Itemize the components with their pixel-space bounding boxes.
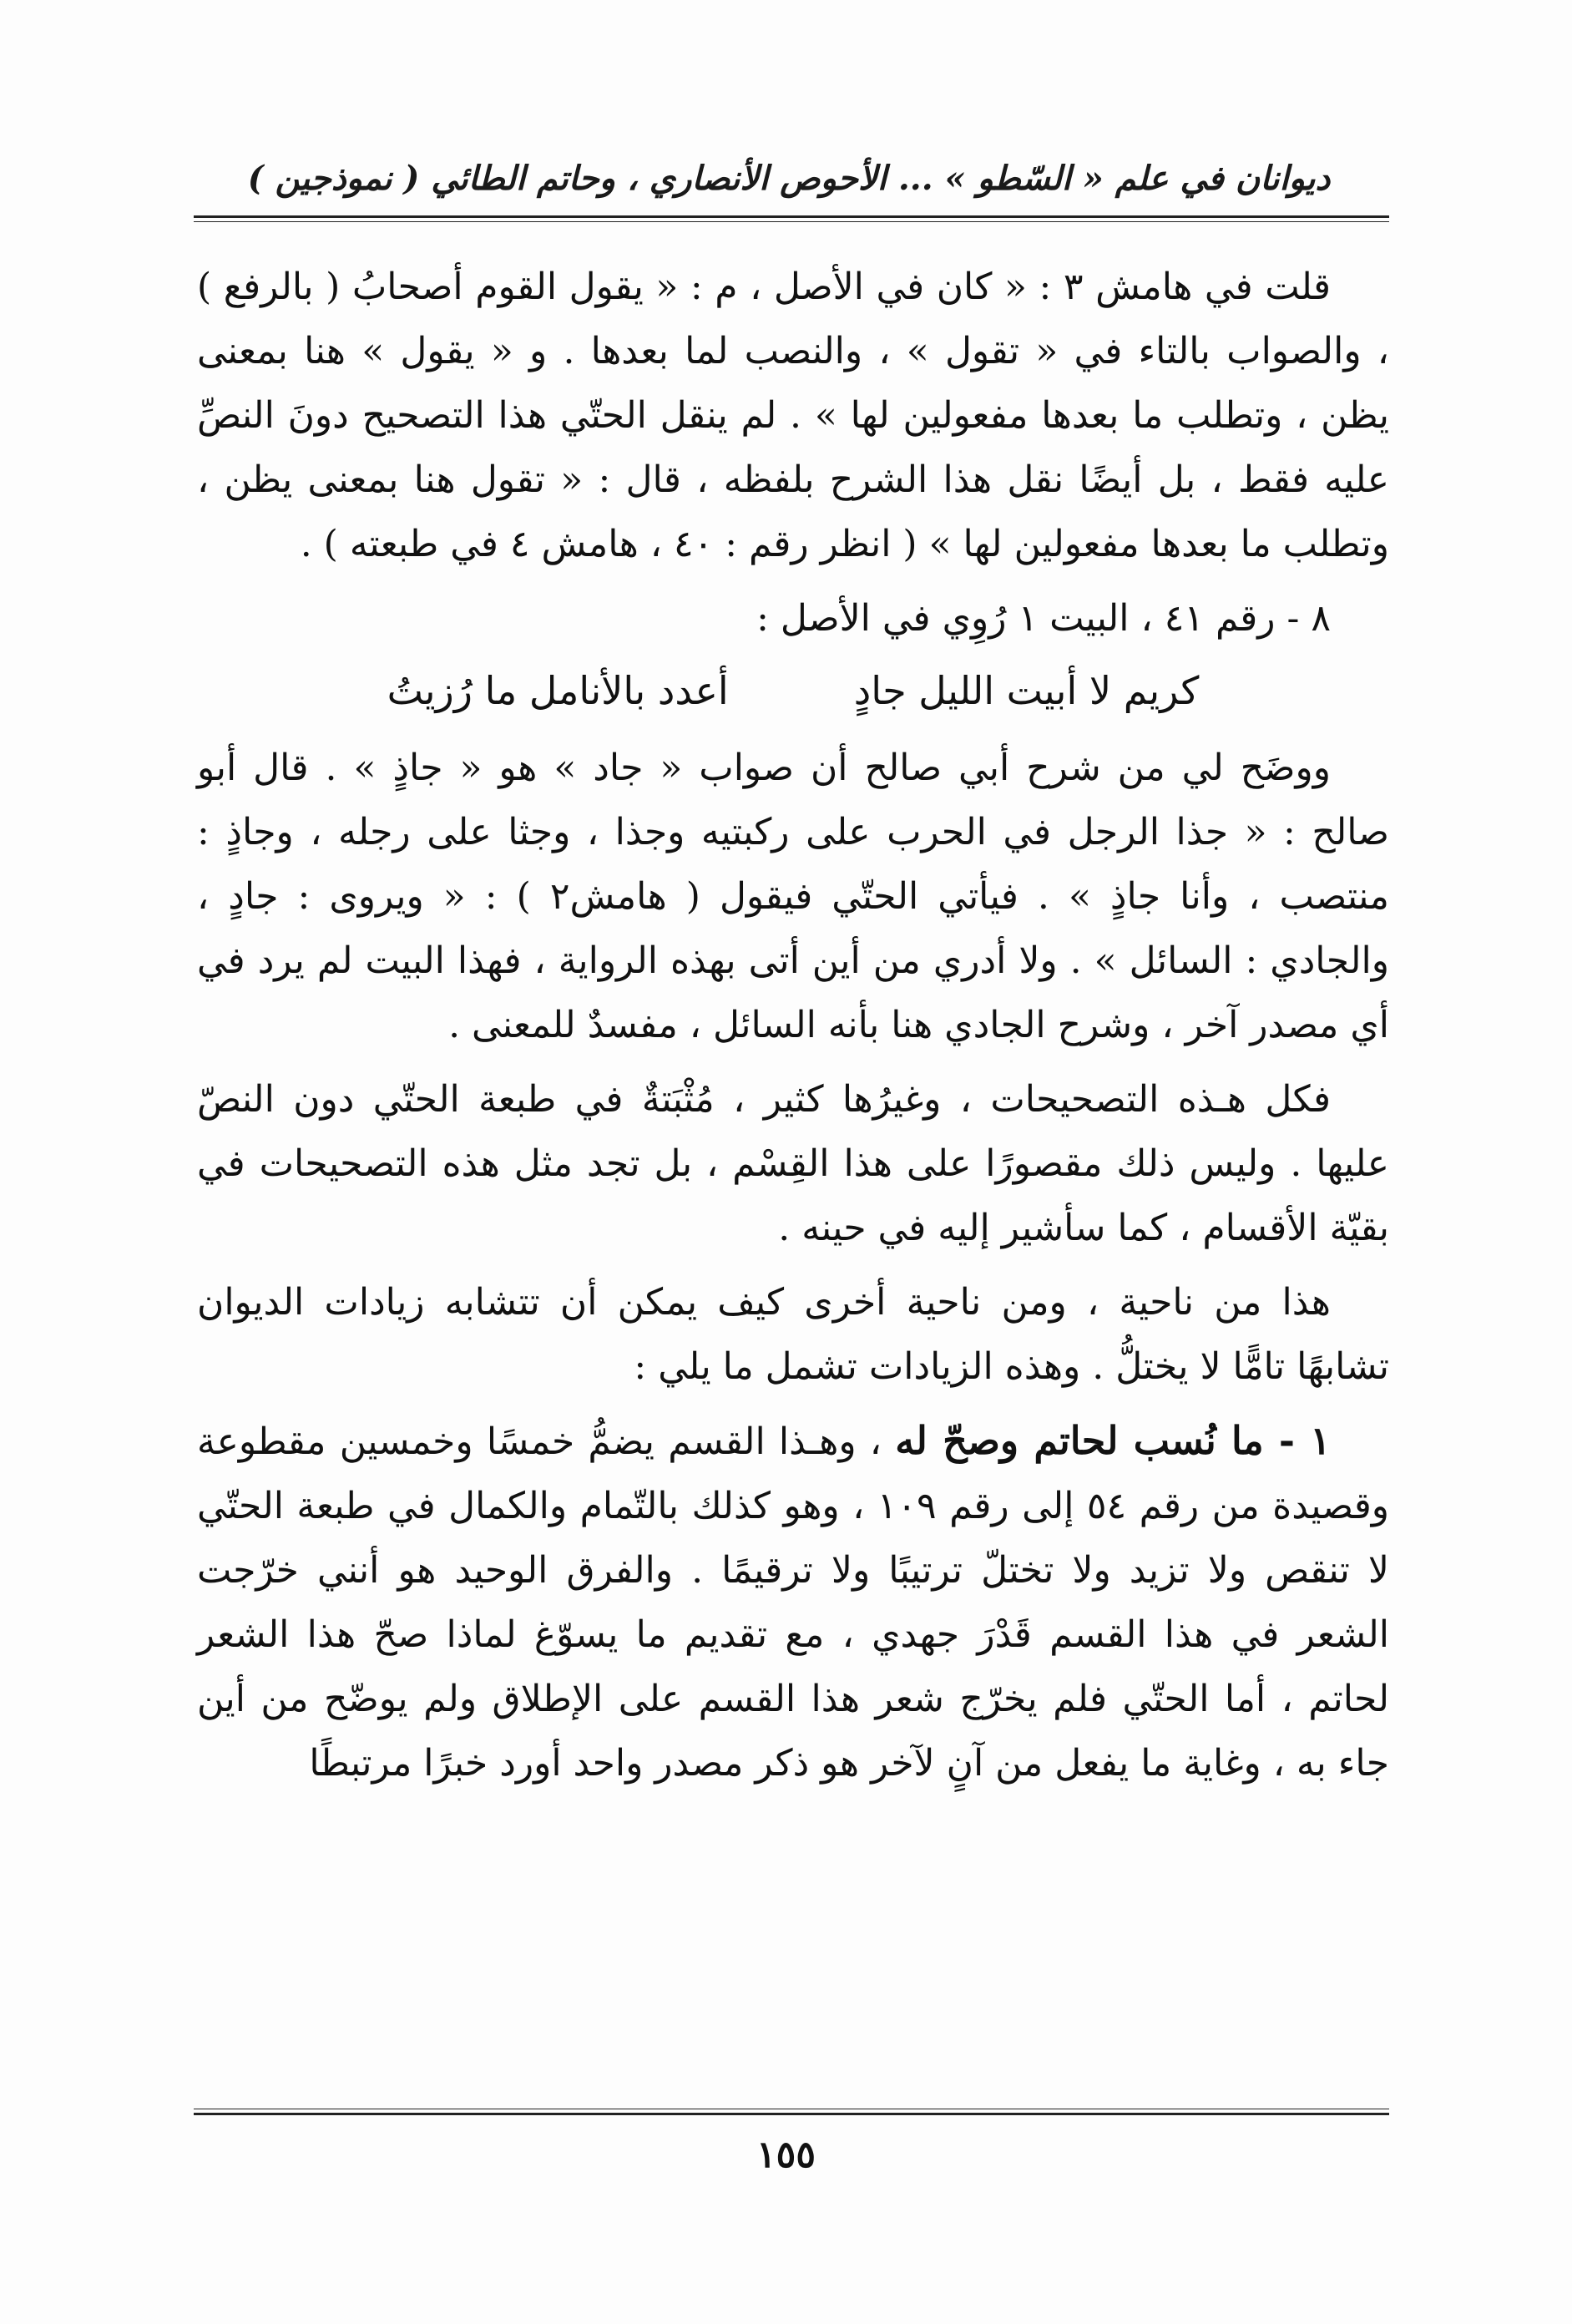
header-rule: [194, 215, 1389, 222]
main-text: [197, 255, 1389, 1795]
item-one-heading: ١ - ما نُسب لحاتم وصحّ له: [895, 1418, 1331, 1463]
running-header: ديوانان في علم « السّطو » ... الأحوص الأنصاري ، وحاتم الطائي ( نموذجين ): [247, 159, 1331, 198]
paragraph-item-one: [197, 1409, 1389, 1795]
paragraph-corrections: فكل هـذه التصحيحات ، وغيرُها كثير ، مُثْبَتةٌ في طبعة الحتّي دون النصّ عليها . وليس ذلك مقصورًا على هذا القِسْم ، بل تجد مثل هذه التصحيحات في بقيّة الأقسام ، كما سأشير إليه في حينه .: [197, 1078, 1389, 1249]
footer-rule: [194, 2109, 1389, 2115]
paragraph-footnote-correction: قلت في هامش ٣ : « كان في الأصل ، م : « يقول القوم أصحابُ ( بالرفع ) ، والصواب بالتاء في « تقول » ، والنصب لما بعدها . و « يقول » هنا بمعنى يظن ، وتطلب ما بعدها مفعولين لها » . لم ينقل الحتّي هذا التصحيح دونَ النصِّ عليه فقط ، بل أيضًا نقل هذا الشرح بلفظه ، قال : « تقول هنا بمعنى يظن ، وتطلب ما بعدها مفعولين لها » ( انظر رقم : ٤٠ ، هامش ٤ في طبعته ) .: [197, 266, 1389, 565]
paragraph-abu-salih: ووضَح لي من شرح أبي صالح أن صواب « جاد » هو « جاذٍ » . قال أبو صالح : « جذا الرجل في الحرب على ركبتيه وجذا ، وجثا على رجله ، وجاذٍ : منتصب ، وأنا جاذٍ » . فيأتي الحتّي فيقول ( هامش٢ ) : « ويروى : جادٍ ، والجادي : السائل » . ولا أدري من أين أتى بهذه الرواية ، فهذا البيت لم يرد في أي مصدر آخر ، وشرح الجادي هنا بأنه السائل ، مفسدٌ للمعنى .: [197, 747, 1390, 1046]
paragraph-item-eight: ٨ - رقم ٤١ ، البيت ١ رُوِي في الأصل :: [756, 597, 1331, 640]
paragraph-additions: هذا من ناحية ، ومن ناحية أخرى كيف يمكن أن تتشابه زيادات الديوان تشابهًا تامًّا لا يختلُّ . وهذه الزيادات تشمل ما يلي :: [197, 1281, 1389, 1388]
verse-line: [197, 657, 1389, 724]
verse-first-hemistich: كريم لا أبيت الليل جادٍ: [853, 668, 1200, 713]
page-number: ١٥٥: [756, 2134, 816, 2176]
verse-second-hemistich: أعدد بالأنامل ما رُزيتُ: [387, 668, 729, 713]
item-one-text: ، وهـذا القسم يضمُّ خمسًا وخمسين مقطوعة وقصيدة من رقم ٥٤ إلى رقم ١٠٩ ، وهو كذلك بالتّمام والكمال في طبعة الحتّي لا تنقص ولا تزيد ولا تختلّ ترتيبًا ولا ترقيمًا . والفرق الوحيد هو أنني خرّجت الشعر في هذا القسم قَدْرَ جهدي ، مع تقديم ما يسوّغ لماذا صحّ هذا الشعر لحاتم ، أما الحتّي فلم يخرّج شعر هذا القسم على الإطلاق ولم يوضّح من أين جاء به ، وغاية ما يفعل من آنٍ لآخر هو ذكر مصدر واحد أورد خبرًا مرتبطًا: [197, 1420, 1390, 1785]
